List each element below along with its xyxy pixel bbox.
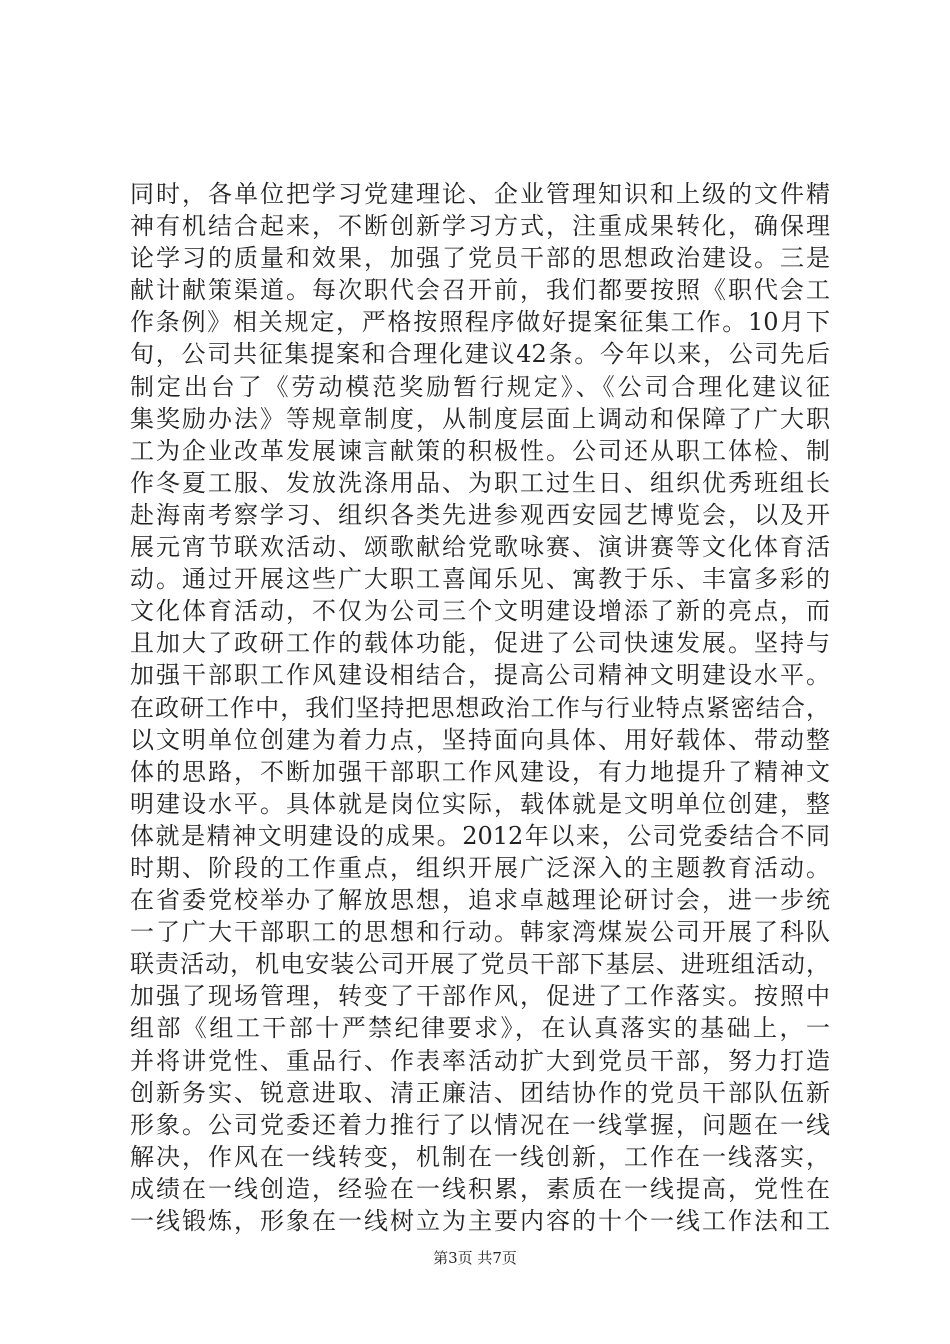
text-line: 并将讲党性、重品行、作表率活动扩大到党员干部，努力打造 <box>130 1046 830 1075</box>
text-line: 体的思路，不断加强干部职工作风建设，有力地提升了精神文 <box>130 757 830 786</box>
text-line: 文化体育活动，不仅为公司三个文明建设增添了新的亮点，而 <box>130 597 830 626</box>
text-line: 形象。公司党委还着力推行了以情况在一线掌握，问题在一线 <box>130 1110 830 1139</box>
text-line: 时期、阶段的工作重点，组织开展广泛深入的主题教育活动。 <box>130 853 830 882</box>
text-line: 献计献策渠道。每次职代会召开前，我们都要按照《职代会工 <box>130 276 830 305</box>
text-line: 作条例》相关规定，严格按照程序做好提案征集工作。10月下 <box>130 308 830 337</box>
text-line: 工为企业改革发展谏言献策的积极性。公司还从职工体检、制 <box>130 436 830 465</box>
text-line: 体就是精神文明建设的成果。2012年以来，公司党委结合不同 <box>130 821 830 850</box>
text-line: 一线锻炼，形象在一线树立为主要内容的十个一线工作法和工 <box>130 1207 830 1235</box>
text-line: 论学习的质量和效果，加强了党员干部的思想政治建设。三是 <box>130 244 830 273</box>
text-line: 组部《组工干部十严禁纪律要求》，在认真落实的基础上，一 <box>130 1014 830 1043</box>
text-line: 集奖励办法》等规章制度，从制度层面上调动和保障了广大职 <box>130 404 830 433</box>
text-line: 赴海南考察学习、组织各类先进参观西安园艺博览会，以及开 <box>130 500 830 529</box>
text-line: 在省委党校举办了解放思想，追求卓越理论研讨会，进一步统 <box>130 886 830 915</box>
text-line: 旬，公司共征集提案和合理化建议42条。今年以来，公司先后 <box>130 340 830 369</box>
text-line: 创新务实、锐意进取、清正廉洁、团结协作的党员干部队伍新 <box>130 1078 830 1107</box>
text-line: 动。通过开展这些广大职工喜闻乐见、寓教于乐、丰富多彩的 <box>130 565 830 594</box>
text-line: 联责活动，机电安装公司开展了党员干部下基层、进班组活动， <box>130 950 830 979</box>
body-paragraph <box>130 178 830 1237</box>
page-number-footer: 第3页 共7页 <box>433 1249 517 1267</box>
text-line: 制定出台了《劳动模范奖励暂行规定》、《公司合理化建议征 <box>130 372 830 401</box>
text-line: 同时，各单位把学习党建理论、企业管理知识和上级的文件精 <box>130 180 830 208</box>
text-line: 展元宵节联欢活动、颂歌献给党歌咏赛、演讲赛等文化体育活 <box>130 533 830 562</box>
text-line: 加强了现场管理，转变了干部作风，促进了工作落实。按照中 <box>130 982 830 1011</box>
text-line: 加强干部职工作风建设相结合，提高公司精神文明建设水平。 <box>130 661 830 690</box>
text-line: 成绩在一线创造，经验在一线积累，素质在一线提高，党性在 <box>130 1174 830 1203</box>
text-line: 且加大了政研工作的载体功能，促进了公司快速发展。坚持与 <box>130 629 830 658</box>
text-line: 一了广大干部职工的思想和行动。韩家湾煤炭公司开展了科队 <box>130 918 830 947</box>
text-line: 以文明单位创建为着力点，坚持面向具体、用好载体、带动整 <box>130 725 830 754</box>
text-line: 神有机结合起来，不断创新学习方式，注重成果转化，确保理 <box>130 212 830 241</box>
text-line: 解决，作风在一线转变，机制在一线创新，工作在一线落实， <box>130 1142 830 1171</box>
text-line: 在政研工作中，我们坚持把思想政治工作与行业特点紧密结合， <box>130 693 830 722</box>
text-line: 作冬夏工服、发放洗涤用品、为职工过生日、组织优秀班组长 <box>130 468 830 497</box>
text-line: 明建设水平。具体就是岗位实际，载体就是文明单位创建，整 <box>130 789 830 818</box>
